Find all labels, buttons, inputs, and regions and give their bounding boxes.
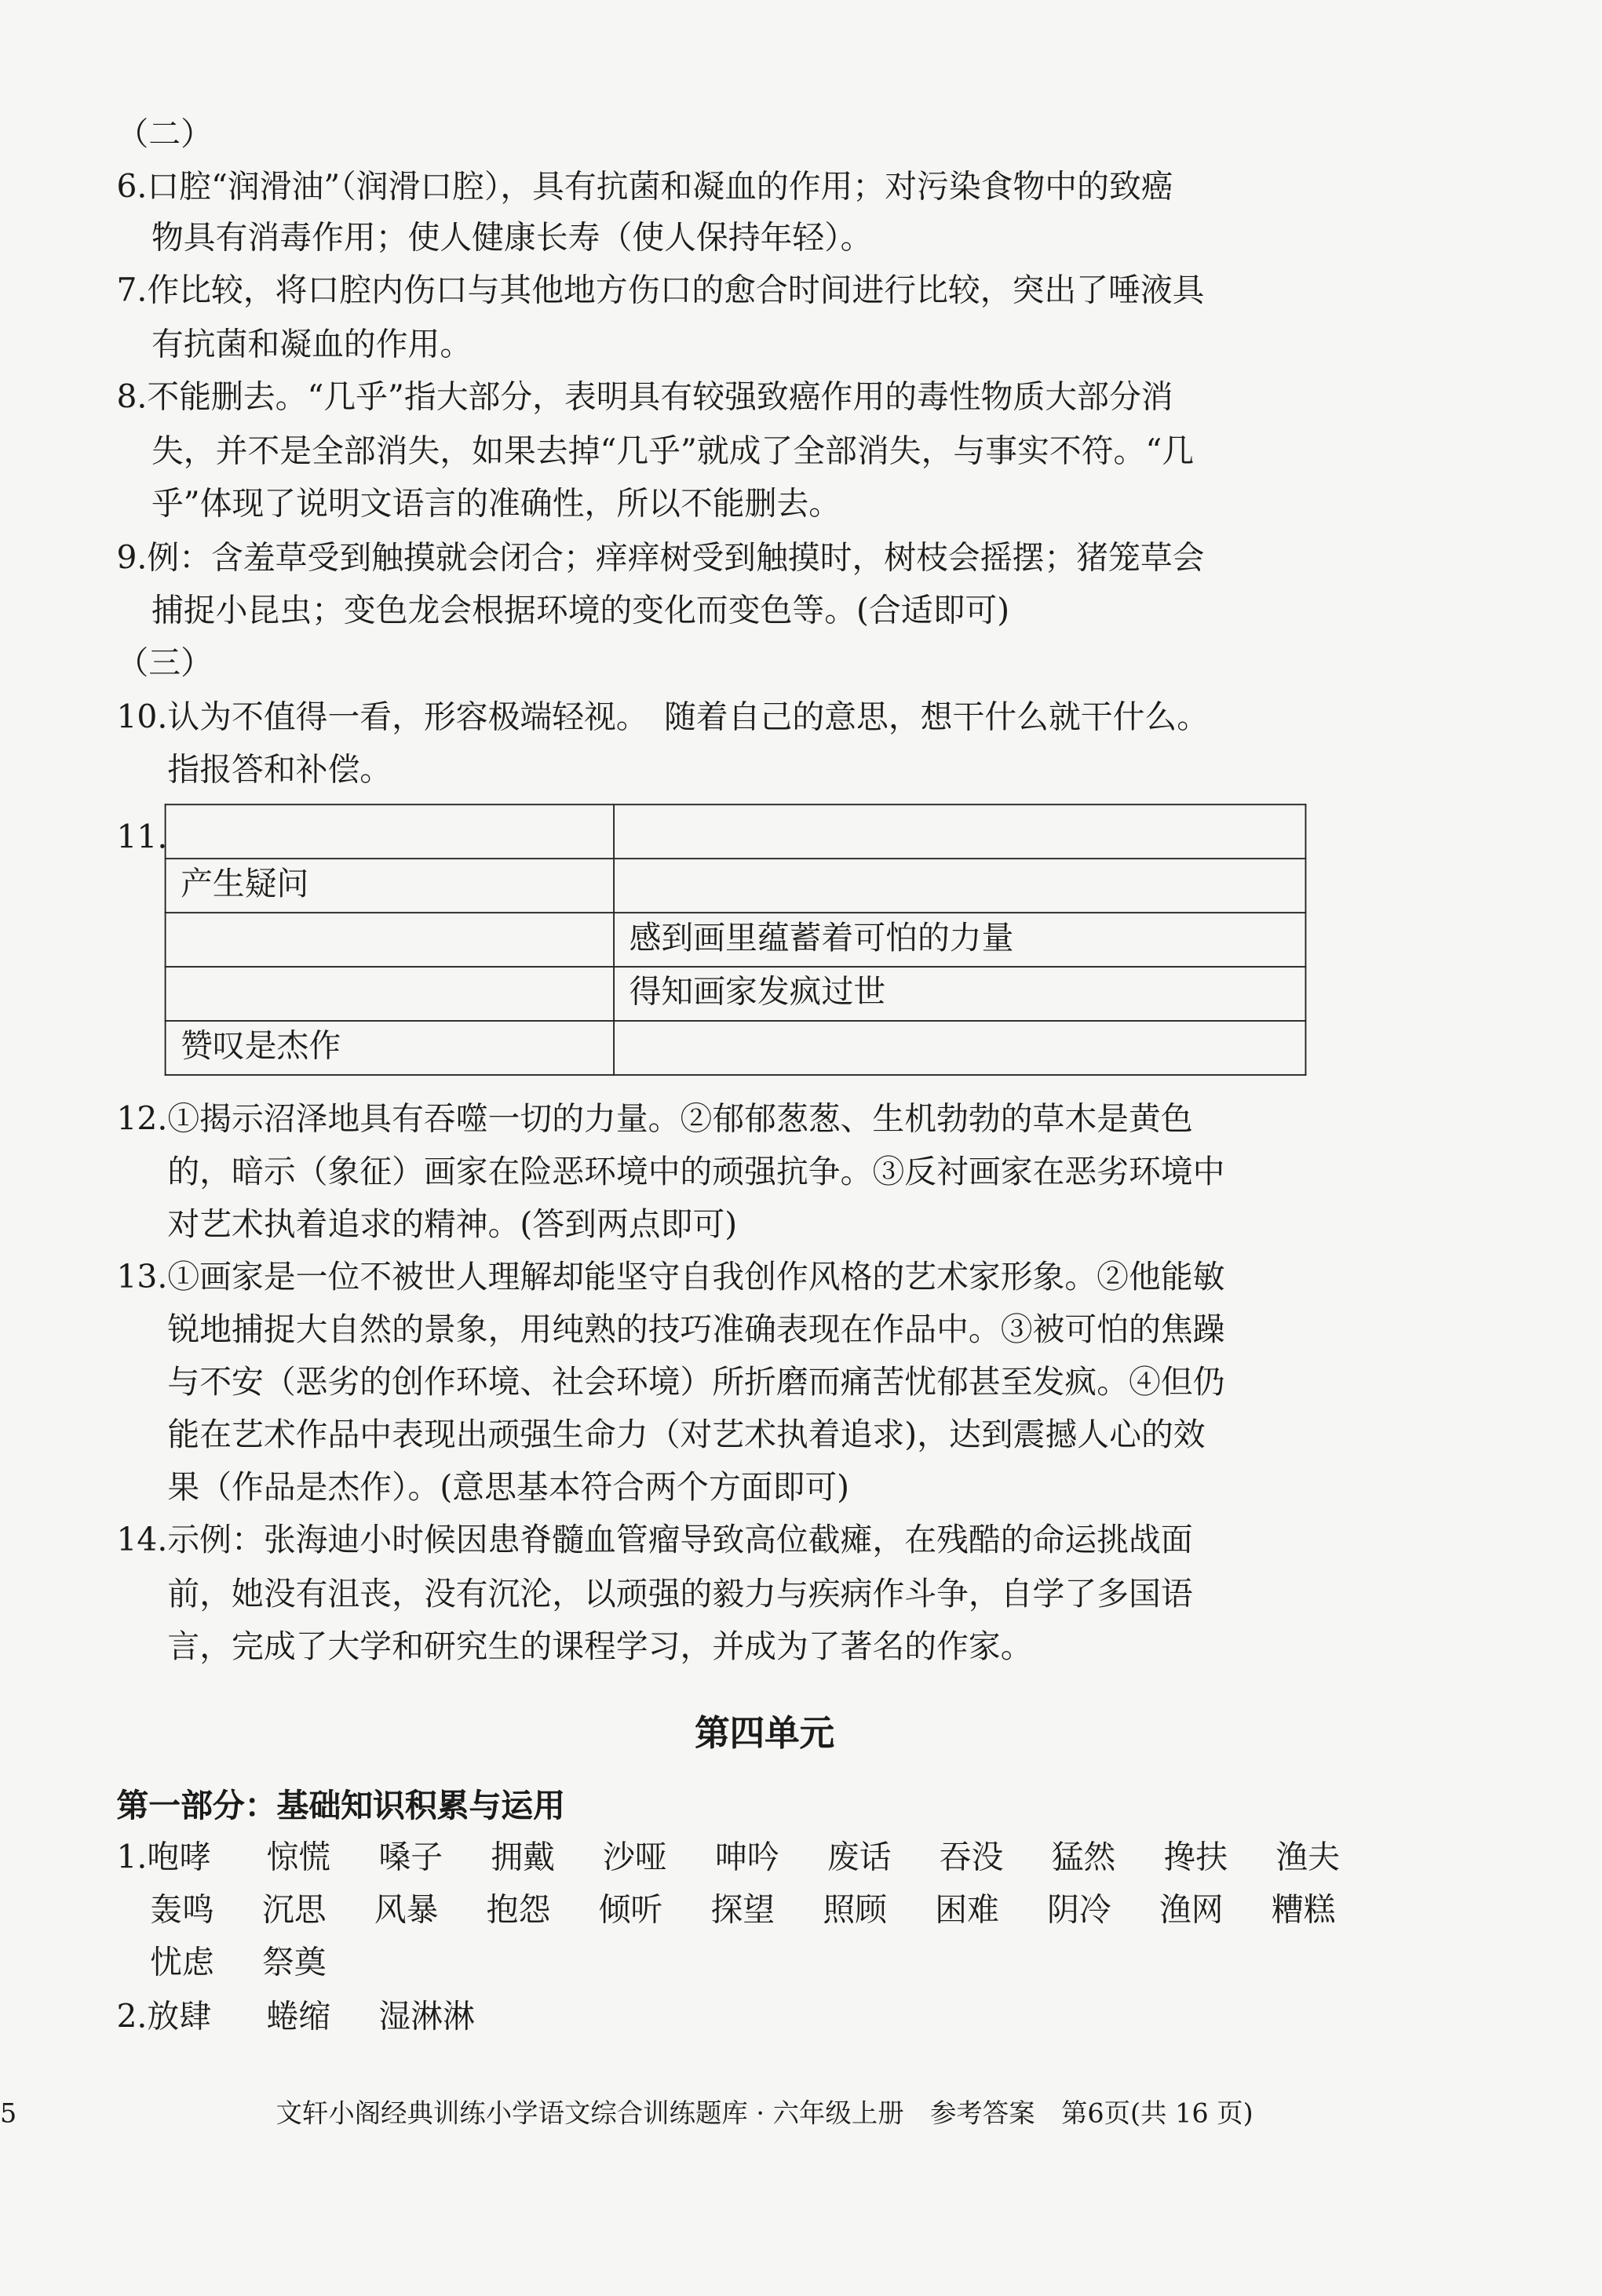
- answer-8-line-3: 乎”体现了说明文语言的准确性，所以不能删去。: [151, 487, 841, 523]
- answer-6-line-1: 6.口腔“润滑油”（润滑口腔），具有抗菌和凝血的作用；对污染食物中的致癌: [116, 169, 1173, 206]
- answer-12-line-2: 的，暗示（象征）画家在险恶环境中的顽强抗争。③反衬画家在恶劣环境中: [167, 1154, 1225, 1191]
- vocab-word: 渔网: [1159, 1892, 1224, 1930]
- vocab-word: 渔夫: [1275, 1839, 1341, 1877]
- section-label-3: （三）: [116, 646, 213, 683]
- vocab-word: 湿淋淋: [378, 1999, 475, 2036]
- table-cell: 赞叹是杰作: [166, 1021, 614, 1075]
- vocab-word: 风暴: [374, 1892, 439, 1930]
- table-cell: [614, 804, 1305, 858]
- vocab-word: 倾听: [598, 1892, 663, 1930]
- table-cell: [614, 858, 1305, 913]
- vocab-row-3: [150, 1942, 374, 1986]
- vocab-word: 搀扶: [1163, 1839, 1228, 1877]
- page-footer: 文轩小阁经典训练小学语文综合训练题库 · 六年级上册 参考答案 第6页(共 16 页): [276, 2098, 1254, 2130]
- vocab-word: 1.咆哮: [116, 1839, 212, 1877]
- vocab-word: 沉思: [261, 1892, 327, 1930]
- vocab-word: 困难: [935, 1892, 999, 1930]
- vocab-word: 惊慌: [266, 1839, 331, 1877]
- vocab-word: 呻吟: [715, 1839, 779, 1877]
- table-cell: 感到画里蕴蓄着可怕的力量: [614, 913, 1305, 967]
- answer-6-line-2: 物具有消毒作用；使人健康长寿（使人保持年轻）。: [151, 220, 873, 257]
- table-cell: 得知画家发疯过世: [614, 967, 1305, 1021]
- answer-13-line-1: 13.①画家是一位不被世人理解却能坚守自我创作风格的艺术家形象。②他能敏: [116, 1259, 1225, 1297]
- answer-13-line-2: 锐地捕捉大自然的景象，用纯熟的技巧准确表现在作品中。③被可怕的焦躁: [167, 1312, 1225, 1350]
- answer-12-line-3: 对艺术执着追求的精神。(答到两点即可): [167, 1207, 738, 1244]
- table-row: [166, 1021, 1306, 1075]
- table-row: [166, 804, 1306, 858]
- table-cell: [614, 1021, 1305, 1075]
- answer-7-line-2: 有抗菌和凝血的作用。: [151, 327, 473, 364]
- answer-12-line-1: 12.①揭示沼泽地具有吞噬一切的力量。②郁郁葱葱、生机勃勃的草木是黄色: [116, 1102, 1193, 1139]
- table-cell: [166, 804, 614, 858]
- answer-13-line-5: 果（作品是杰作）。(意思基本符合两个方面即可): [167, 1470, 850, 1507]
- table-cell: [166, 967, 614, 1021]
- answer-10-line-1: 10.认为不值得一看，形容极端轻视。 随着自己的意思，想干什么就干什么。: [116, 700, 1210, 737]
- vocab-word: 嗓子: [378, 1839, 443, 1877]
- vocab-word: 祭奠: [261, 1944, 327, 1982]
- answer-13-line-3: 与不安（恶劣的创作环境、社会环境）所折磨而痛苦忧郁甚至发疯。④但仍: [167, 1365, 1225, 1402]
- vocab-word: 沙哑: [603, 1839, 667, 1877]
- vocab-word: 糟糕: [1271, 1892, 1336, 1930]
- table-row: [166, 913, 1306, 967]
- answer-10-line-2: 指报答和补偿。: [167, 753, 392, 789]
- vocab-row-4: [116, 1996, 491, 2040]
- vocab-word: 忧虑: [150, 1944, 214, 1982]
- answer-14-line-2: 前，她没有沮丧，没有沉沦，以顽强的毅力与疾病作斗争，自学了多国语: [167, 1576, 1193, 1614]
- vocab-word: 照顾: [823, 1892, 888, 1930]
- answer-7-line-1: 7.作比较，将口腔内伤口与其他地方伤口的愈合时间进行比较，突出了唾液具: [116, 273, 1205, 310]
- table-row: [166, 858, 1306, 913]
- table-row: [166, 967, 1306, 1021]
- part-title: 第一部分：基础知识积累与运用: [116, 1787, 565, 1826]
- vocab-word: 2.放肆: [116, 1999, 212, 2036]
- answer-13-line-4: 能在艺术作品中表现出顽强生命力（对艺术执着追求)，达到震撼人心的效: [167, 1417, 1206, 1455]
- vocab-row-2: [150, 1890, 1384, 1933]
- answer-14-line-3: 言，完成了大学和研究生的课程学习，并成为了著名的作家。: [167, 1629, 1033, 1667]
- answer-14-line-1: 14.示例：张海迪小时候因患脊髓血管瘤导致高位截瘫，在残酷的命运挑战面: [116, 1522, 1193, 1560]
- page-edge-number: 5: [0, 2098, 17, 2130]
- answer-9-line-2: 捕捉小昆虫；变色龙会根据环境的变化而变色等。(合适即可): [151, 593, 1010, 630]
- vocab-word: 猛然: [1051, 1839, 1116, 1877]
- answer-9-line-1: 9.例：含羞草受到触摸就会闭合；痒痒树受到触摸时，树枝会摇摆；猪笼草会: [116, 541, 1205, 578]
- vocab-word: 抱怨: [486, 1892, 551, 1930]
- vocab-word: 蜷缩: [266, 1999, 331, 2036]
- answer-8-line-1: 8.不能删去。“几乎”指大部分，表明具有较强致癌作用的毒性物质大部分消: [116, 380, 1173, 417]
- vocab-word: 吞没: [939, 1839, 1004, 1877]
- answer-11-label: 11.: [116, 819, 168, 857]
- vocab-word: 轰鸣: [150, 1892, 214, 1930]
- vocab-word: 阴冷: [1047, 1892, 1111, 1930]
- vocab-word: 探望: [710, 1892, 775, 1930]
- section-label-2: （二）: [116, 117, 213, 154]
- answer-8-line-2: 失，并不是全部消失，如果去掉“几乎”就成了全部消失，与事实不符。“几: [151, 434, 1195, 471]
- unit-title: 第四单元: [695, 1711, 835, 1754]
- vocab-word: 废话: [827, 1839, 892, 1877]
- table-cell: 产生疑问: [166, 858, 614, 913]
- answer-11-table: [165, 804, 1307, 1075]
- table-cell: [166, 913, 614, 967]
- vocab-word: 拥戴: [491, 1839, 555, 1877]
- vocab-row-1: [116, 1837, 1388, 1881]
